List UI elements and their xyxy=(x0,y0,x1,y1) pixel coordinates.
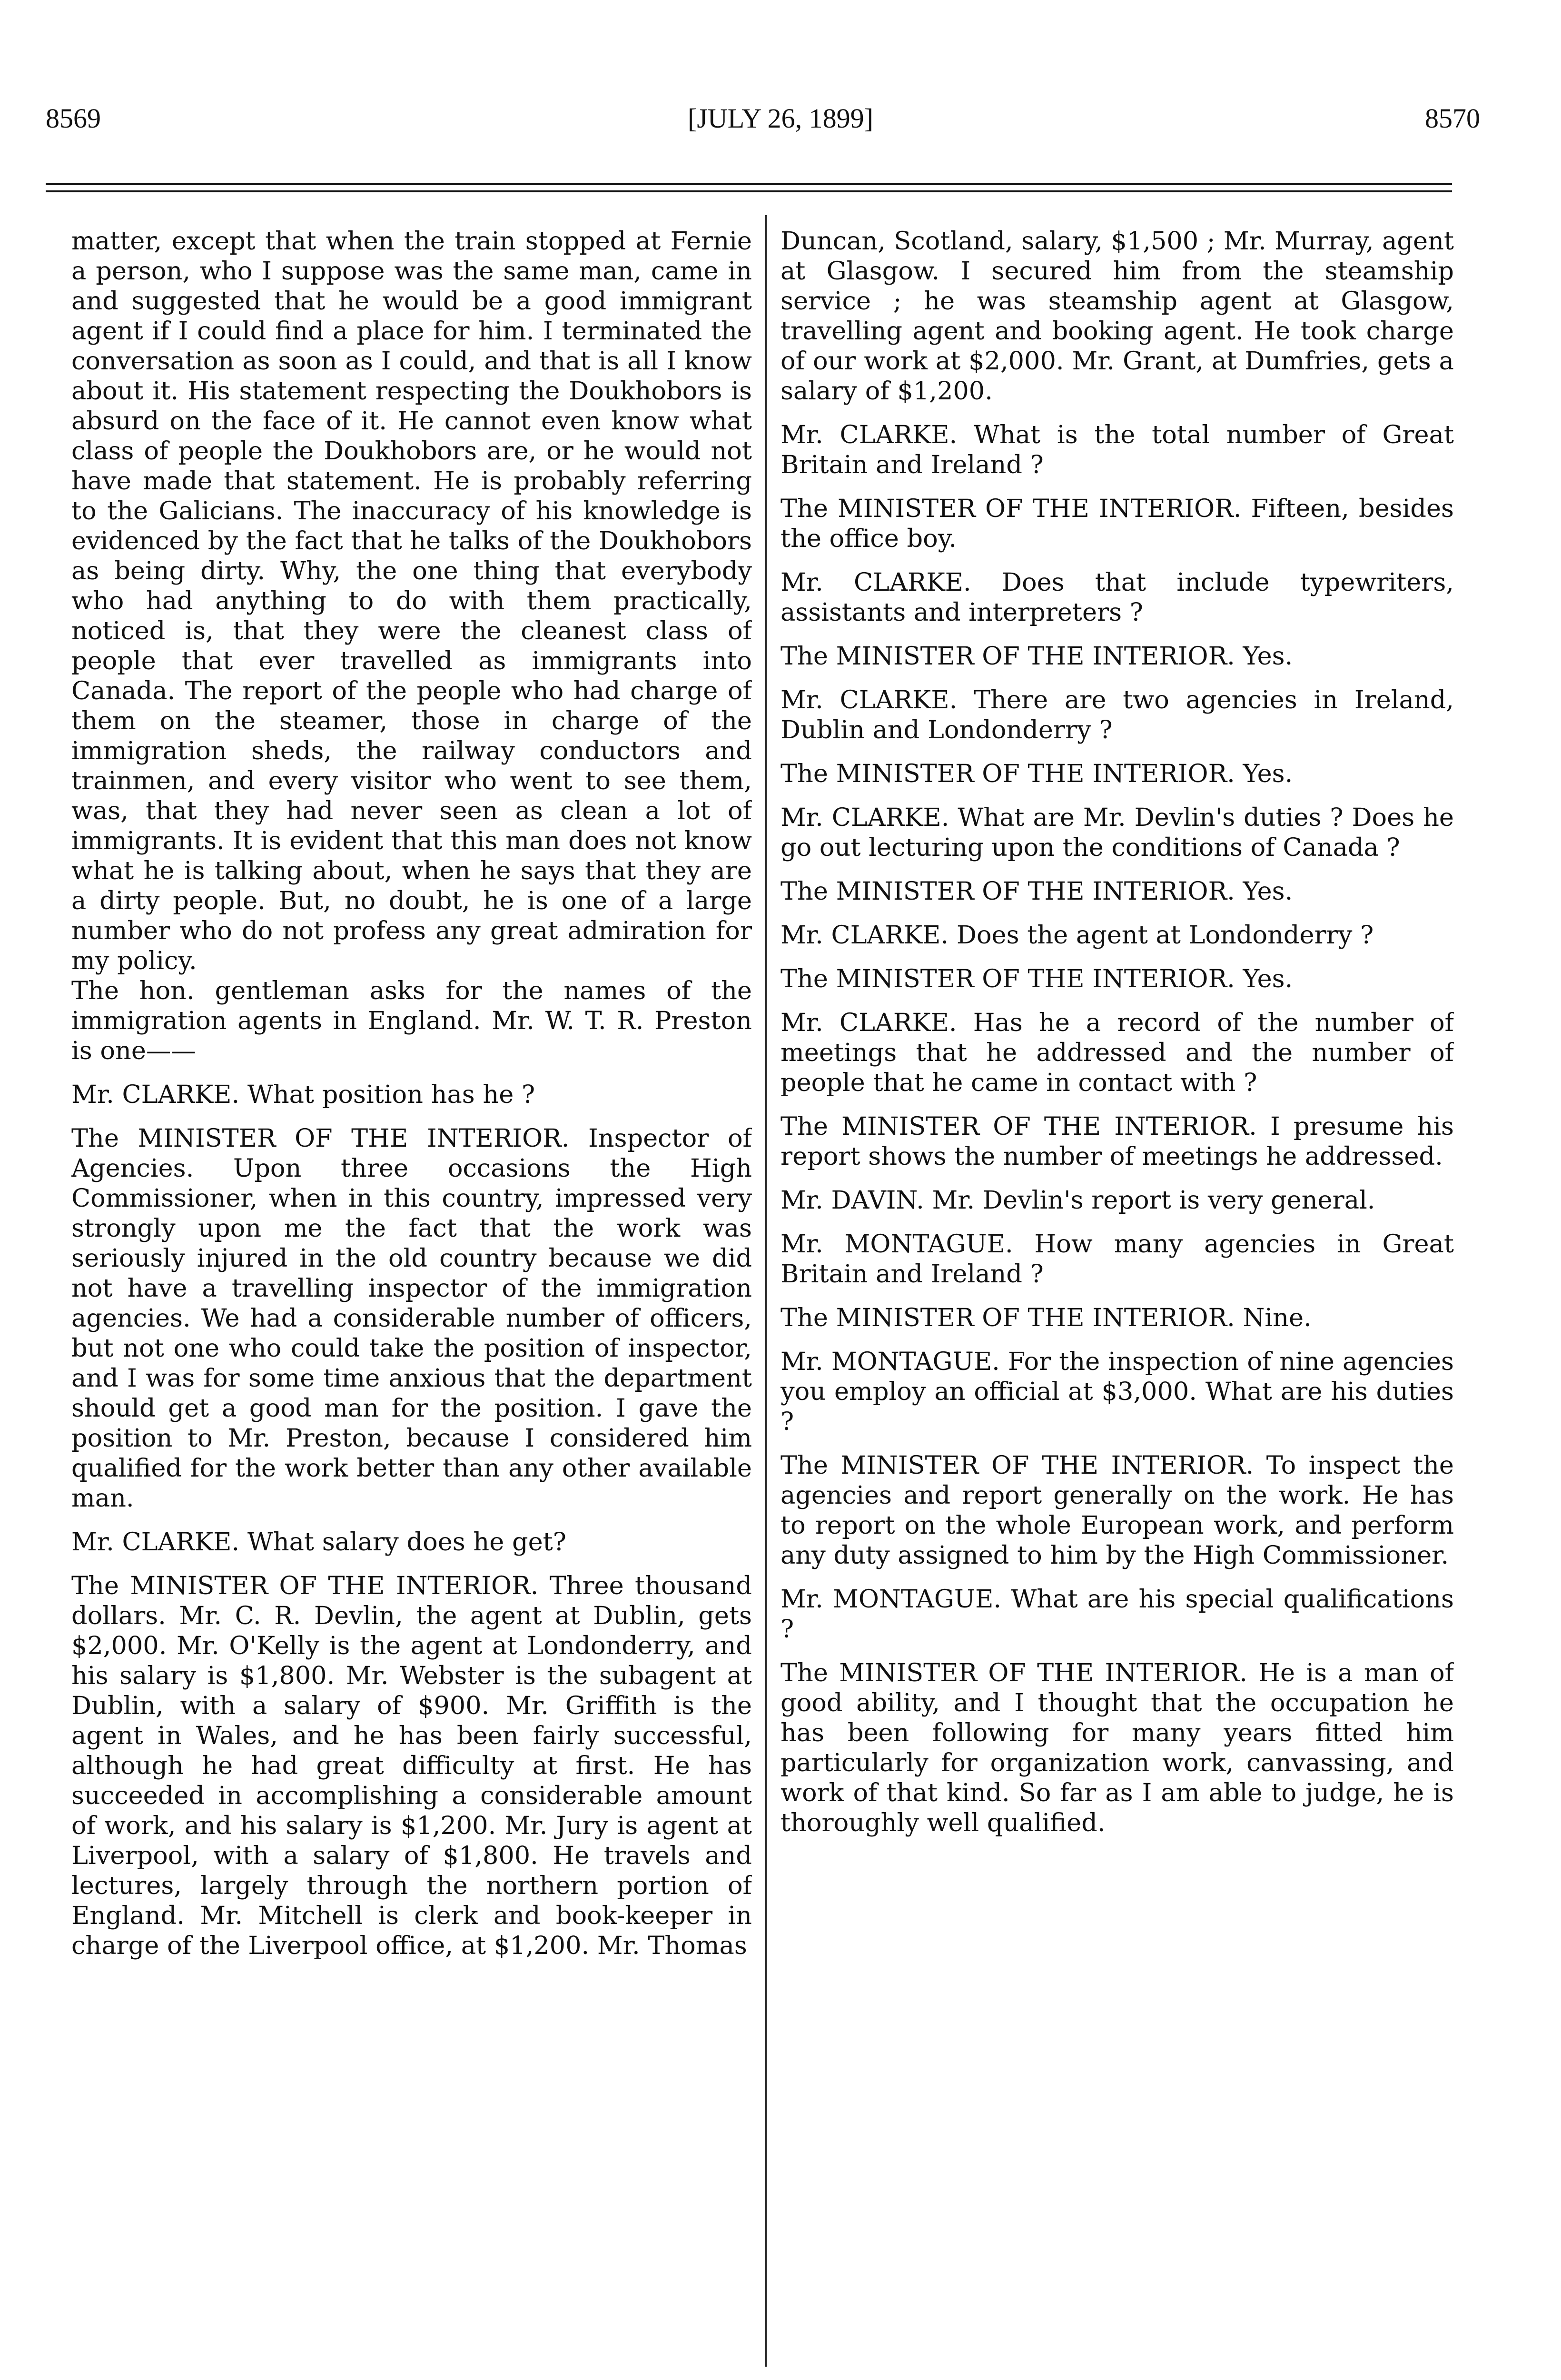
paragraph: Mr. CLARKE. What salary does he get? xyxy=(71,1527,566,1557)
paragraph: Mr. CLARKE. Has he a record of the number of meetings that he addressed and the number of people that he came in contact with ? xyxy=(780,1008,1454,1097)
paragraph: Mr. CLARKE. Does the agent at Londonderry ? xyxy=(780,921,1374,950)
paragraph: The MINISTER OF THE INTERIOR. Yes. xyxy=(780,759,1293,788)
date-heading: [JULY 26, 1899] xyxy=(688,103,873,134)
page-header xyxy=(0,102,1561,140)
paragraph: Mr. MONTAGUE. How many agencies in Great Britain and Ireland ? xyxy=(780,1230,1454,1289)
paragraph: Mr. DAVIN. Mr. Devlin's report is very general. xyxy=(780,1186,1375,1215)
header-rule-top xyxy=(46,183,1452,185)
paragraph: Mr. MONTAGUE. For the inspection of nine agencies you employ an official at $3,000. What are his duties ? xyxy=(780,1347,1454,1436)
left-page-number: 8569 xyxy=(46,103,101,134)
paragraph: Mr. CLARKE. Does that include typewriters, assistants and interpreters ? xyxy=(780,568,1454,627)
paragraph: The MINISTER OF THE INTERIOR. He is a man of good ability, and I thought that the occupation he has been following for many years fitted him particularly for organization work, canvassing, and work of that kind. So far as I am able to judge, he is thoroughly well qualified. xyxy=(780,1658,1454,1837)
paragraph: The MINISTER OF THE INTERIOR. Fifteen, besides the office boy. xyxy=(780,494,1454,553)
right-column xyxy=(780,226,1454,2368)
left-column xyxy=(71,226,752,2368)
paragraph: Mr. CLARKE. What are Mr. Devlin's duties ? Does he go out lecturing upon the conditions of Canada ? xyxy=(780,803,1454,862)
paragraph: Mr. CLARKE. What position has he ? xyxy=(71,1080,535,1109)
column-divider xyxy=(765,215,767,2367)
paragraph: Duncan, Scotland, salary, $1,500 ; Mr. Murray, agent at Glasgow. I secured him from the steamship service ; he was steamship agent at Glasgow, travelling agent and booking agent. He took charge of our work at $2,000. Mr. Grant, at Dumfries, gets a salary of $1,200. xyxy=(780,227,1454,406)
paragraph: The MINISTER OF THE INTERIOR. Nine. xyxy=(780,1303,1312,1332)
paragraph: The MINISTER OF THE INTERIOR. Yes. xyxy=(780,877,1293,906)
right-page-number: 8570 xyxy=(1425,103,1480,134)
paragraph: Mr. CLARKE. What is the total number of Great Britain and Ireland ? xyxy=(780,420,1454,479)
paragraph: Mr. CLARKE. There are two agencies in Ireland, Dublin and Londonderry ? xyxy=(780,685,1454,744)
paragraph: The MINISTER OF THE INTERIOR. To inspect the agencies and report generally on the work. He has to report on the whole European work, and perform any duty assigned to him by the High Commissioner. xyxy=(780,1451,1454,1570)
paragraph: Mr. MONTAGUE. What are his special qualifications ? xyxy=(780,1585,1454,1644)
paragraph: The MINISTER OF THE INTERIOR. Inspector of Agencies. Upon three occasions the High Commissioner, when in this country, impressed very strongly upon me the fact that the work was seriously injured in the old country because we did not have a travelling inspector of the immigration agencies. We had a considerable number of officers, but not one who could take the position of inspector, and I was for some time anxious that the department should get a good man for the position. I gave the position to Mr. Preston, because I considered him qualified for the work better than any other available man. xyxy=(71,1124,752,1513)
paragraph: The MINISTER OF THE INTERIOR. I presume his report shows the number of meetings he addressed. xyxy=(780,1112,1454,1171)
paragraph: matter, except that when the train stopped at Fernie a person, who I suppose was the same man, came in and suggested that he would be a good immigrant agent if I could find a place for him. I terminated the conversation as soon as I could, and that is all I know about it. His statement respecting the Doukhobors is absurd on the face of it. He cannot even know what class of people the Doukhobors are, or he would not have made that statement. He is probably referring to the Galicians. The inaccuracy of his knowledge is evidenced by the fact that he talks of the Doukhobors as being dirty. Why, the one thing that everybody who had anything to do with them practically, noticed is, that they were the cleanest class of people that ever travelled as immigrants into Canada. The report of the people who had charge of them on the steamer, those in charge of the immigration sheds, the railway conductors and trainmen, and every visitor who went to see them, was, that they had never seen as clean a lot of immigrants. It is evident that this man does not know what he is talking about, when he says that they are a dirty people. But, no doubt, he is one of a large number who do not profess any great admiration for my policy. xyxy=(71,227,752,975)
paragraph: The hon. gentleman asks for the names of the immigration agents in England. Mr. W. T. R. Preston is one—— xyxy=(71,976,752,1065)
paragraph: The MINISTER OF THE INTERIOR. Yes. xyxy=(780,964,1293,993)
paragraph: The MINISTER OF THE INTERIOR. Three thousand dollars. Mr. C. R. Devlin, the agent at Dublin, gets $2,000. Mr. O'Kelly is the agent at Londonderry, and his salary is $1,800. Mr. Webster is the subagent at Dublin, with a salary of $900. Mr. Griffith is the agent in Wales, and he has been fairly successful, although he had great difficulty at first. He has succeeded in accomplishing a considerable amount of work, and his salary is $1,200. Mr. Jury is agent at Liverpool, with a salary of $1,800. He travels and lectures, largely through the northern portion of England. Mr. Mitchell is clerk and book-keeper in charge of the Liverpool office, at $1,200. Mr. Thomas xyxy=(71,1571,752,1960)
paragraph: The MINISTER OF THE INTERIOR. Yes. xyxy=(780,642,1293,671)
header-rule-bottom xyxy=(46,190,1452,192)
